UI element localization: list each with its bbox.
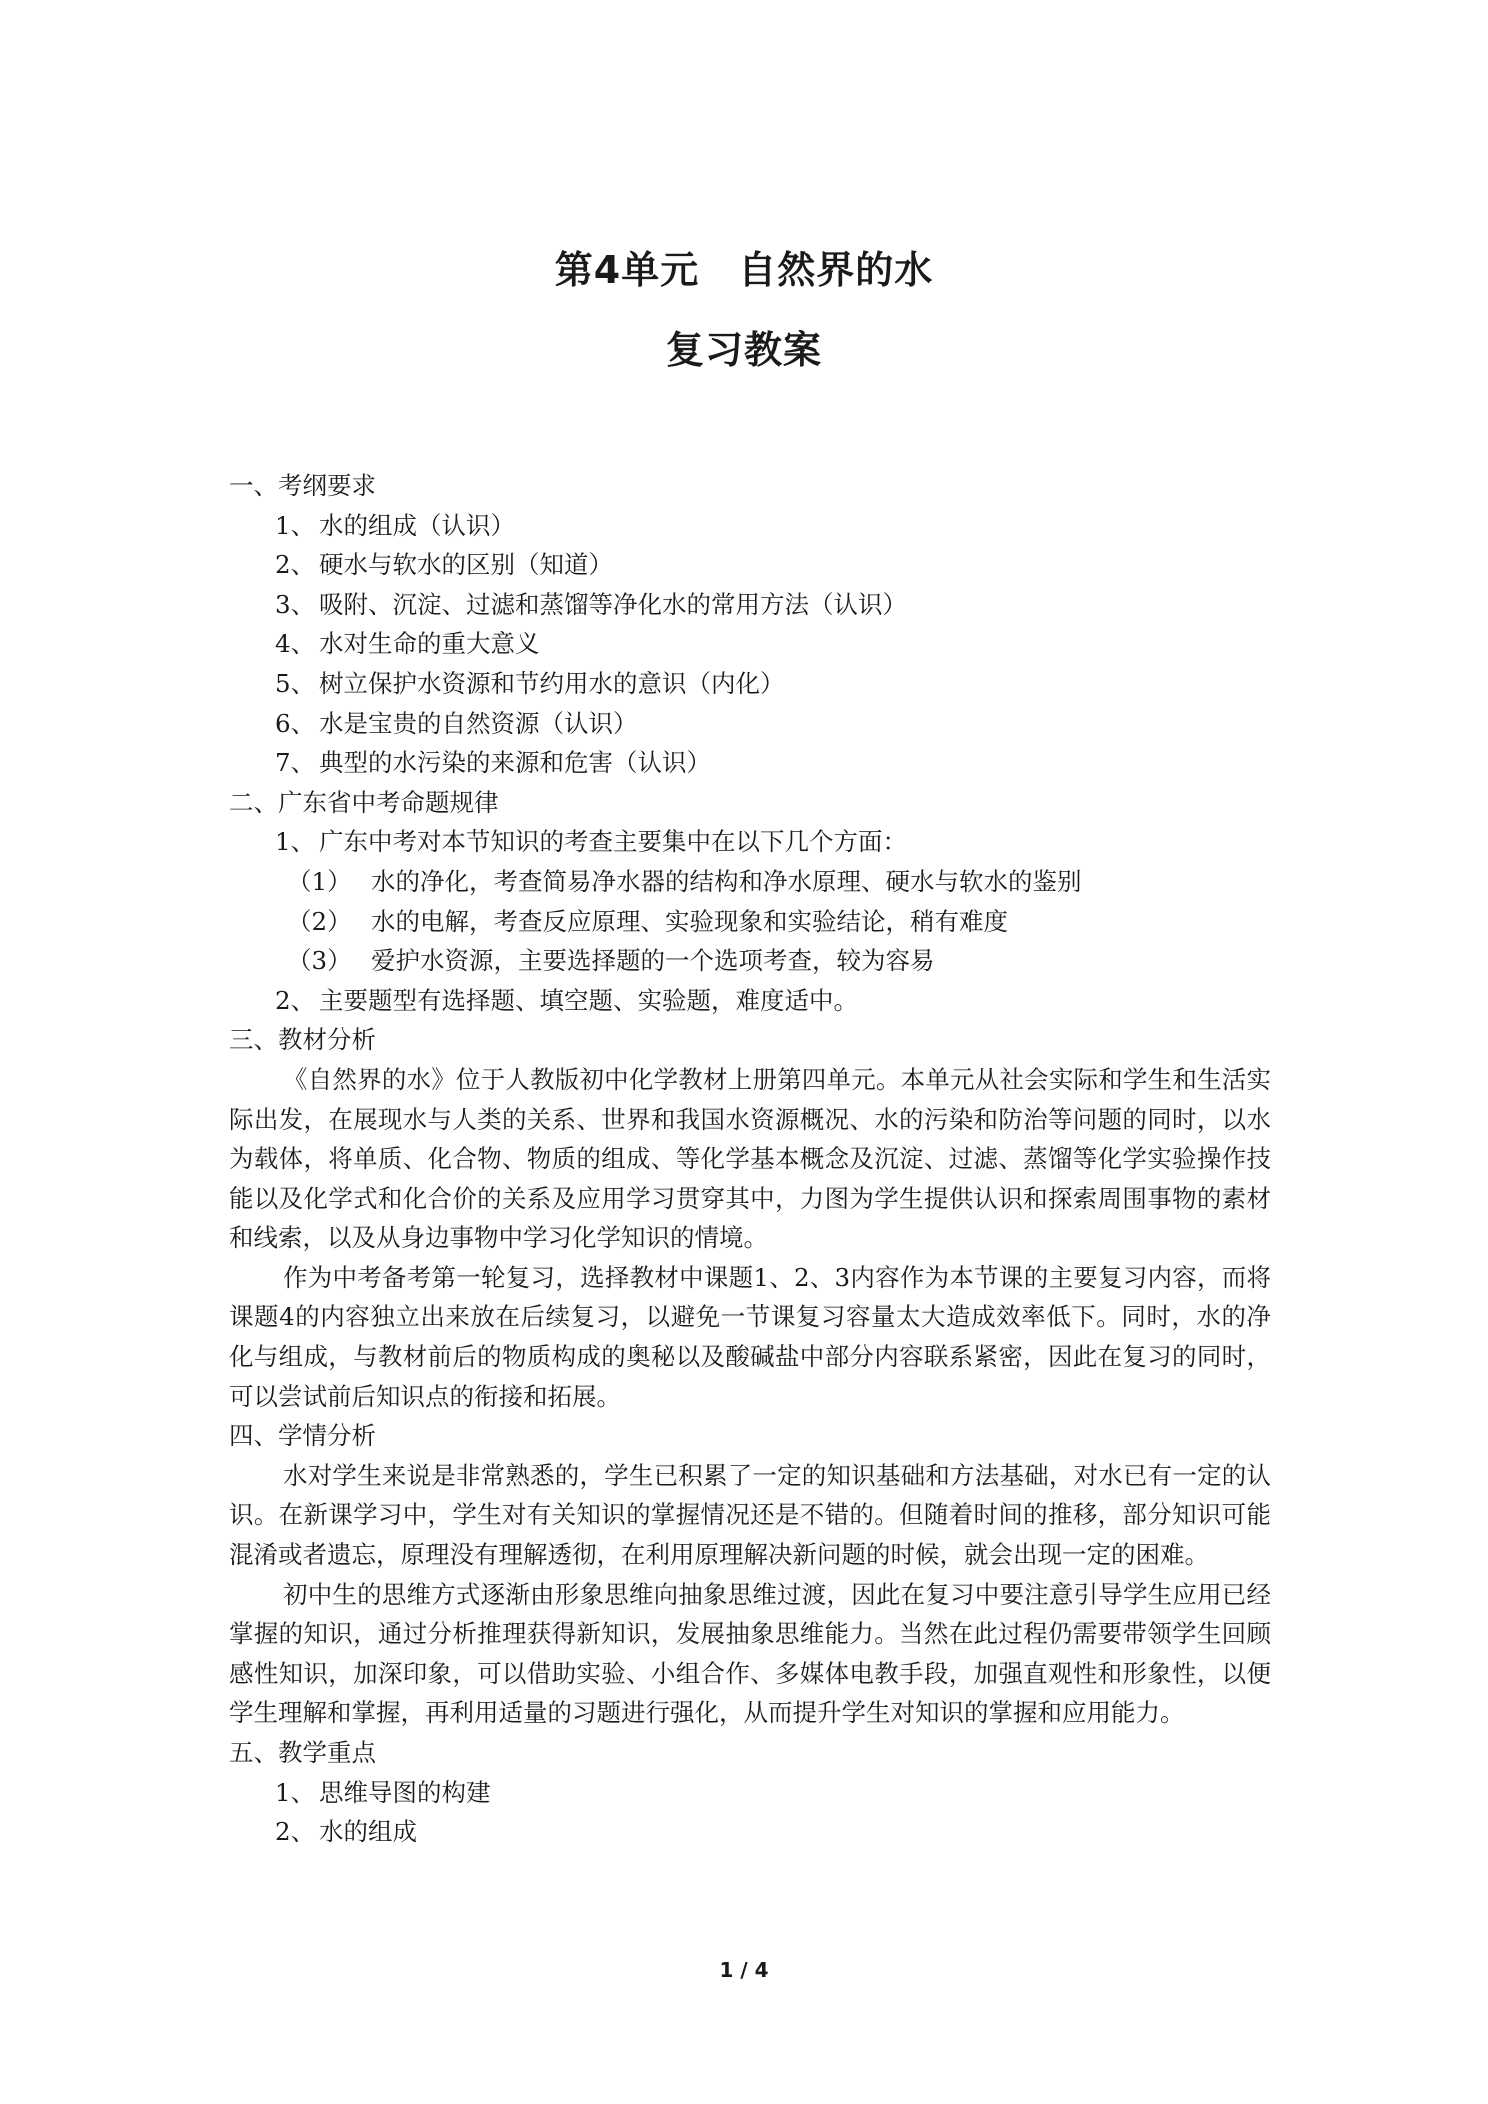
paragraph: 《自然界的水》位于人教版初中化学教材上册第四单元。本单元从社会实际和学生和生活实际出发，在展现水与人类的关系、世界和我国水资源概况、水的污染和防治等问题的同时，以水为载体，将单质、化合物、物质的组成、等化学基本概念及沉淀、过滤、蒸馏等化学实验操作技能以及化学式和化合价的关系及应用学习贯穿其中，力图为学生提供认识和探索周围事物的素材和线索，以及从身边事物中学习化学知识的情境。: [229, 1064, 1271, 1253]
page-title: 第4单元 自然界的水: [554, 248, 934, 292]
section-heading-1: 一、考纲要求: [229, 471, 376, 500]
list-item: 2、 硬水与软水的区别（知道）: [275, 550, 613, 580]
sub-list-item: （3） 爱护水资源，主要选择题的一个选项考查，较为容易: [287, 946, 935, 976]
list-item: 6、 水是宝贵的自然资源（认识）: [275, 708, 638, 738]
list-item: 2、 水的组成: [275, 1817, 417, 1847]
document-body: [229, 466, 1271, 1852]
paragraph: 作为中考备考第一轮复习，选择教材中课题1、2、3内容作为本节课的主要复习内容，而将课题4的内容独立出来放在后续复习，以避免一节课复习容量太大造成效率低下。同时，水的净化与组成，与教材前后的物质构成的奥秘以及酸碱盐中部分内容联系紧密，因此在复习的同时，可以尝试前后知识点的衔接和拓展。: [229, 1262, 1271, 1411]
section-heading-2: 二、广东省中考命题规律: [229, 787, 499, 817]
paragraph: 初中生的思维方式逐渐由形象思维向抽象思维过渡，因此在复习中要注意引导学生应用已经掌握的知识，通过分析推理获得新知识，发展抽象思维能力。当然在此过程仍需要带领学生回顾感性知识，加深印象，可以借助实验、小组合作、多媒体电教手段，加强直观性和形象性，以便学生理解和掌握，再利用适量的习题进行强化，从而提升学生对知识的掌握和应用能力。: [229, 1579, 1271, 1728]
section-heading-5: 五、教学重点: [229, 1738, 376, 1767]
list-item: 5、 树立保护水资源和节约用水的意识（内化）: [275, 668, 785, 698]
page-subtitle: 复习教案: [665, 328, 822, 372]
list-item: 3、 吸附、沉淀、过滤和蒸馏等净化水的常用方法（认识）: [275, 589, 907, 619]
list-item: 7、 典型的水污染的来源和危害（认识）: [275, 748, 711, 778]
list-item: 1、 水的组成（认识）: [275, 510, 515, 540]
list-item: 1、 思维导图的构建: [275, 1777, 491, 1807]
sub-list-item: （2） 水的电解，考查反应原理、实验现象和实验结论，稍有难度: [287, 906, 1008, 936]
list-item: 1、 广东中考对本节知识的考查主要集中在以下几个方面：: [275, 827, 907, 857]
section-heading-3: 三、教材分析: [229, 1025, 376, 1055]
list-item: 4、 水对生命的重大意义: [275, 629, 540, 659]
paragraph: 水对学生来说是非常熟悉的，学生已积累了一定的知识基础和方法基础，对水已有一定的认识。在新课学习中，学生对有关知识的掌握情况还是不错的。但随着时间的推移，部分知识可能混淆或者遗忘，原理没有理解透彻，在利用原理解决新问题的时候，就会出现一定的困难。: [229, 1460, 1271, 1570]
page-number: 1 / 4: [719, 1958, 769, 1982]
sub-list-item: （1） 水的净化，考查简易净水器的结构和净水原理、硬水与软水的鉴别: [287, 866, 1082, 896]
list-item: 2、 主要题型有选择题、填空题、实验题，难度适中。: [275, 985, 858, 1015]
section-heading-4: 四、学情分析: [229, 1421, 376, 1451]
